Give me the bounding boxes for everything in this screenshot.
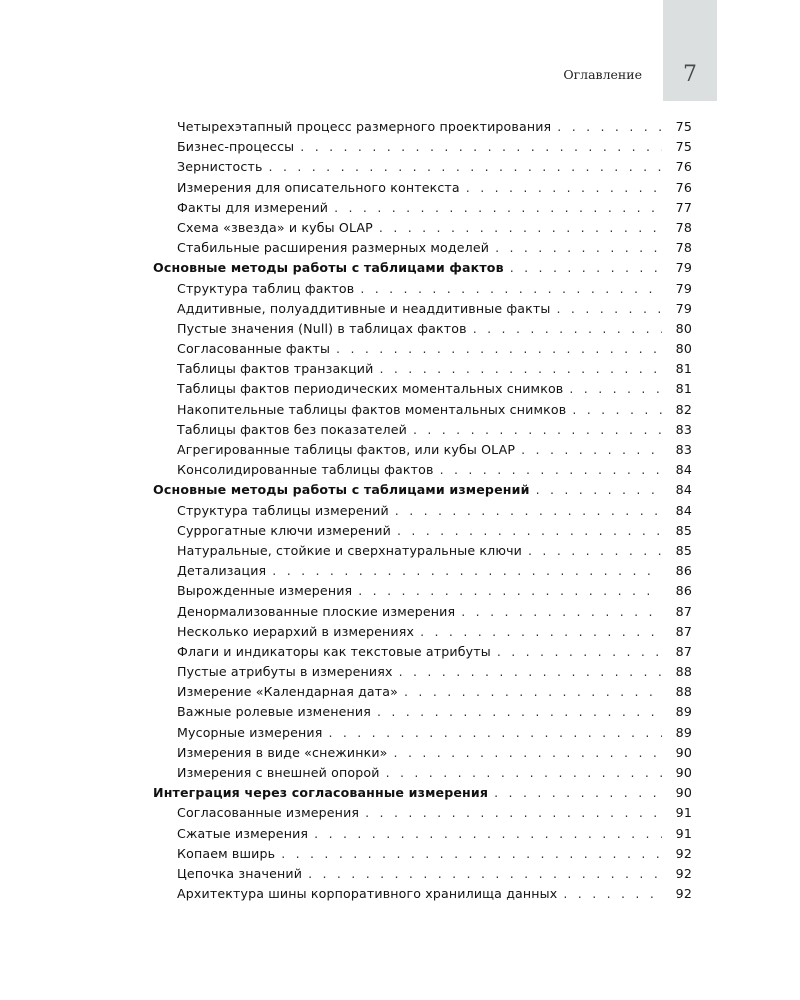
toc-entry-page-number: 92 [675,865,692,881]
dot-leader [394,743,662,763]
dot-leader [334,198,662,218]
toc-entry-title: Схема «звезда» и кубы OLAP [177,219,373,235]
toc-subsection-entry[interactable] [153,299,692,319]
dot-leader [360,279,662,299]
dot-leader [557,117,662,137]
toc-entry-title: Архитектура шины корпоративного хранилища данных [177,886,558,902]
dot-leader [377,702,662,722]
toc-subsection-entry[interactable] [153,824,692,844]
dot-leader [495,238,662,258]
toc-entry-title: Измерения для описательного контекста [177,179,460,195]
dot-leader [557,299,663,319]
toc-entry-title: Четырехэтапный процесс размерного проектирования [177,119,552,134]
toc-entry-title: Основные методы работы с таблицами фактов [153,260,504,276]
toc-subsection-entry[interactable] [153,279,692,299]
toc-subsection-entry[interactable] [153,319,692,339]
dot-leader [314,824,662,844]
toc-entry-page-number: 78 [675,240,692,256]
toc-entry-title: Структура таблиц фактов [177,280,355,296]
dot-leader [272,561,662,581]
dot-leader [395,501,662,521]
page-number: 7 [683,62,697,87]
toc-entry-page-number: 90 [675,785,692,801]
toc-entry-page-number: 84 [675,482,692,498]
toc-section-entry[interactable] [153,480,692,500]
toc-entry-title: Детализация [177,563,267,579]
dot-leader [404,682,662,702]
toc-subsection-entry[interactable] [153,400,692,420]
toc-subsection-entry[interactable] [153,420,692,440]
toc-entry-page-number: 90 [675,744,692,760]
toc-entry-title: Суррогатные ключи измерений [177,522,391,538]
toc-entry-title: Пустые атрибуты в измерениях [177,664,393,680]
toc-entry-title: Структура таблицы измерений [177,502,389,518]
dot-leader [473,319,662,339]
dot-leader [572,400,662,420]
toc-entry-title: Несколько иерархий в измерениях [177,623,415,639]
toc-entry-page-number: 84 [675,462,692,478]
toc-entry-page-number: 81 [675,381,692,397]
toc-entry-page-number: 87 [675,603,692,619]
toc-entry-title: Измерения в виде «снежинки» [177,744,388,760]
dot-leader [269,157,662,177]
toc-subsection-entry[interactable] [153,642,692,662]
toc-subsection-entry[interactable] [153,379,692,399]
toc-subsection-entry[interactable] [153,622,692,642]
toc-entry-title: Измерение «Календарная дата» [177,684,399,700]
toc-entry-title: Факты для измерений [177,199,329,215]
toc-entry-page-number: 90 [675,765,692,780]
toc-entry-page-number: 75 [675,119,692,134]
running-header: Оглавление [563,67,642,82]
toc-entry-page-number: 89 [675,704,692,720]
dot-leader [420,622,662,642]
toc-entry-page-number: 79 [675,280,692,296]
toc-subsection-entry[interactable] [153,541,692,561]
table-of-contents [153,117,692,904]
dot-leader [308,864,662,884]
toc-entry-page-number: 76 [675,159,692,175]
toc-entry-page-number: 91 [675,825,692,841]
toc-subsection-entry[interactable] [153,521,692,541]
toc-subsection-entry[interactable] [153,561,692,581]
dot-leader [497,642,662,662]
toc-entry-title: Согласованные измерения [177,805,360,821]
dot-leader [461,602,662,622]
toc-entry-page-number: 86 [675,583,692,599]
dot-leader [358,581,662,601]
toc-subsection-entry[interactable] [153,137,692,157]
dot-leader [300,137,662,157]
toc-entry-title: Копаем вширь [177,845,276,861]
dot-leader [379,218,662,238]
toc-entry-page-number: 77 [675,199,692,215]
toc-subsection-entry[interactable] [153,359,692,379]
toc-subsection-entry[interactable] [153,682,692,702]
toc-entry-page-number: 84 [675,502,692,518]
toc-entry-title: Сжатые измерения [177,825,309,841]
toc-subsection-entry[interactable] [153,602,692,622]
toc-entry-title: Согласованные факты [177,341,331,357]
dot-leader [466,178,662,198]
toc-entry-title: Денормализованные плоские измерения [177,603,456,619]
toc-entry-title: Важные ролевые изменения [177,704,371,720]
toc-subsection-entry[interactable] [153,662,692,682]
toc-entry-title: Агрегированные таблицы фактов, или кубы OLAP [177,442,516,457]
toc-entry-page-number: 89 [675,724,692,740]
toc-entry-title: Флаги и индикаторы как текстовые атрибуты [177,643,491,659]
toc-entry-title: Измерения с внешней опорой [177,765,380,780]
toc-entry-title: Цепочка значений [177,865,303,881]
toc-subsection-entry[interactable] [153,178,692,198]
dot-leader [386,763,662,783]
dot-leader [413,420,662,440]
toc-entry-page-number: 88 [675,684,692,700]
toc-subsection-entry[interactable] [153,198,692,218]
toc-entry-page-number: 76 [675,179,692,195]
toc-subsection-entry[interactable] [153,501,692,521]
dot-leader [536,480,662,500]
toc-subsection-entry[interactable] [153,117,692,137]
toc-subsection-entry[interactable] [153,884,692,904]
dot-leader [494,783,662,803]
toc-entry-title: Консолидированные таблицы фактов [177,462,434,478]
toc-entry-page-number: 80 [675,320,692,336]
toc-entry-page-number: 92 [675,845,692,861]
toc-subsection-entry[interactable] [153,460,692,480]
toc-subsection-entry[interactable] [153,238,692,258]
toc-entry-title: Таблицы фактов транзакций [177,361,374,377]
toc-entry-title: Мусорные измерения [177,724,323,740]
toc-entry-page-number: 81 [675,361,692,377]
toc-subsection-entry[interactable] [153,581,692,601]
toc-entry-page-number: 83 [675,442,692,457]
toc-entry-title: Бизнес-процессы [177,139,295,155]
toc-subsection-entry[interactable] [153,763,692,783]
toc-entry-page-number: 88 [675,664,692,680]
toc-entry-title: Вырожденные измерения [177,583,353,599]
toc-subsection-entry[interactable] [153,339,692,359]
dot-leader [336,339,662,359]
toc-entry-title: Накопительные таблицы фактов моментальных снимков [177,401,567,417]
dot-leader [569,379,662,399]
toc-entry-page-number: 87 [675,623,692,639]
toc-subsection-entry[interactable] [153,440,692,460]
toc-entry-title: Аддитивные, полуаддитивные и неаддитивные факты [177,300,551,316]
toc-entry-page-number: 91 [675,805,692,821]
dot-leader [399,662,662,682]
toc-entry-title: Зернистость [177,159,263,175]
toc-entry-page-number: 85 [675,542,692,558]
dot-leader [397,521,662,541]
toc-subsection-entry[interactable] [153,723,692,743]
toc-section-entry[interactable] [153,258,692,278]
dot-leader [528,541,662,561]
dot-leader [521,440,662,460]
toc-entry-page-number: 82 [675,401,692,417]
toc-entry-title: Стабильные расширения размерных моделей [177,240,490,256]
toc-subsection-entry[interactable] [153,218,692,238]
toc-entry-title: Интеграция через согласованные измерения [153,785,489,801]
toc-entry-page-number: 80 [675,341,692,357]
dot-leader [379,359,662,379]
toc-subsection-entry[interactable] [153,864,692,884]
toc-entry-title: Таблицы фактов без показателей [177,421,407,437]
toc-entry-title: Таблицы фактов периодических моментальных снимков [177,381,564,397]
toc-entry-page-number: 79 [675,300,692,316]
toc-entry-page-number: 92 [675,886,692,902]
dot-leader [510,258,662,278]
toc-entry-page-number: 75 [675,139,692,155]
dot-leader [328,723,662,743]
toc-entry-title: Основные методы работы с таблицами измерений [153,482,530,498]
toc-entry-page-number: 85 [675,522,692,538]
toc-entry-page-number: 78 [675,219,692,235]
dot-leader [281,844,662,864]
toc-entry-page-number: 87 [675,643,692,659]
toc-subsection-entry[interactable] [153,803,692,823]
dot-leader [440,460,662,480]
toc-entry-page-number: 86 [675,563,692,579]
toc-entry-page-number: 83 [675,421,692,437]
toc-entry-title: Натуральные, стойкие и сверхнатуральные ключи [177,542,522,558]
toc-subsection-entry[interactable] [153,702,692,722]
toc-section-entry[interactable] [153,783,692,803]
toc-entry-page-number: 79 [675,260,692,276]
dot-leader [563,884,662,904]
toc-subsection-entry[interactable] [153,743,692,763]
toc-subsection-entry[interactable] [153,157,692,177]
dot-leader [365,803,662,823]
toc-subsection-entry[interactable] [153,844,692,864]
toc-entry-title: Пустые значения (Null) в таблицах фактов [177,320,467,336]
